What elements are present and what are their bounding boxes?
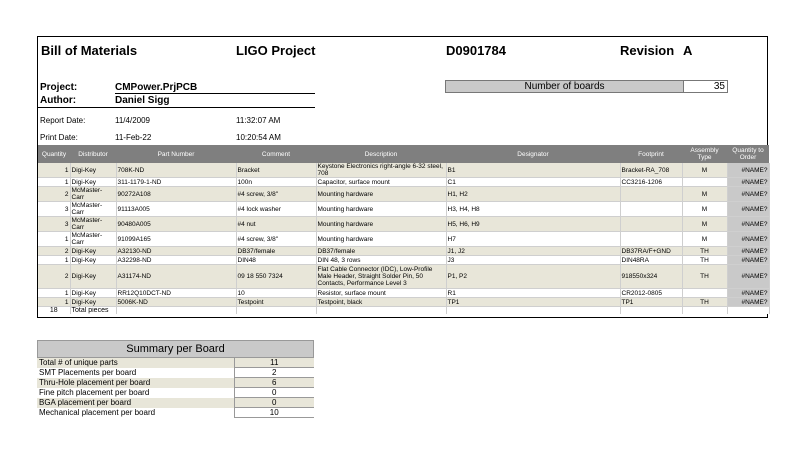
cell-assembly-type: M xyxy=(682,163,727,178)
cell-designator: TP1 xyxy=(446,298,620,307)
cell-footprint: DB37RA/F+GND xyxy=(620,247,682,256)
bom-row xyxy=(38,232,769,247)
cell-comment: 100n xyxy=(236,178,316,187)
revision-value: A xyxy=(683,43,693,58)
cell-quantity-to-order: #NAME? xyxy=(727,247,769,256)
cell-assembly-type: M xyxy=(682,202,727,217)
cell-quantity-to-order: #NAME? xyxy=(727,187,769,202)
cell-description: Mounting hardware xyxy=(316,187,446,202)
summary-label: Total # of unique parts xyxy=(37,358,234,368)
cell-part-number: A32298-ND xyxy=(116,256,236,265)
summary-label: SMT Placements per board xyxy=(37,368,234,378)
summary-value: 6 xyxy=(234,378,314,388)
cell-designator: J3 xyxy=(446,256,620,265)
cell-part-number: 90480A005 xyxy=(116,217,236,232)
bom-row xyxy=(38,298,769,307)
document-title: Bill of Materials xyxy=(41,43,138,58)
cell-comment: Bracket xyxy=(236,163,316,178)
number-of-boards-label: Number of boards xyxy=(446,81,684,92)
cell-distributor: McMaster-Carr xyxy=(70,217,116,232)
cell-part-number: A32130-ND xyxy=(116,247,236,256)
summary-row xyxy=(37,398,314,408)
project-value: CMPower.PrjPCB xyxy=(115,82,198,93)
summary-value: 0 xyxy=(234,398,314,408)
cell-designator: R1 xyxy=(446,289,620,298)
cell-assembly-type: M xyxy=(682,232,727,247)
cell-assembly-type: M xyxy=(682,217,727,232)
bom-row xyxy=(38,247,769,256)
cell-distributor: Digi-Key xyxy=(70,298,116,307)
total-quantity: 18 xyxy=(38,307,70,315)
cell-quantity-to-order: #NAME? xyxy=(727,178,769,187)
project-name: LIGO Project xyxy=(236,43,316,58)
col-part-number: Part Number xyxy=(116,145,236,163)
print-date: 11-Feb-22 xyxy=(115,133,152,142)
cell-assembly-type: TH xyxy=(682,298,727,307)
cell-assembly-type: M xyxy=(682,187,727,202)
cell-description: Testpoint, black xyxy=(316,298,446,307)
cell-footprint: CC3216-1206 xyxy=(620,178,682,187)
cell-distributor: Digi-Key xyxy=(70,265,116,289)
project-label: Project: xyxy=(40,82,78,93)
cell-quantity: 3 xyxy=(38,217,70,232)
bom-row xyxy=(38,163,769,178)
cell-quantity: 2 xyxy=(38,247,70,256)
cell-quantity-to-order: #NAME? xyxy=(727,289,769,298)
cell-description: Resistor, surface mount xyxy=(316,289,446,298)
author-label: Author: xyxy=(40,95,77,106)
number-of-boards-value: 35 xyxy=(713,81,725,92)
cell-description: Capacitor, surface mount xyxy=(316,178,446,187)
doc-number: D0901784 xyxy=(446,43,506,58)
cell-quantity: 1 xyxy=(38,163,70,178)
cell-distributor: McMaster-Carr xyxy=(70,202,116,217)
cell-distributor: Digi-Key xyxy=(70,163,116,178)
cell-quantity-to-order: #NAME? xyxy=(727,232,769,247)
revision-label: Revision xyxy=(620,43,675,58)
summary-label: Thru-Hole placement per board xyxy=(37,378,234,388)
cell-description: Flat Cable Connector (IDC), Low-Profile Male Header, Straight Solder Pin, 50 Contacts, Performance Level 3 xyxy=(316,265,446,289)
cell-distributor: Digi-Key xyxy=(70,178,116,187)
report-date: 11/4/2009 xyxy=(115,116,150,125)
summary-value: 10 xyxy=(234,408,314,418)
cell-quantity: 1 xyxy=(38,298,70,307)
cell-designator: B1 xyxy=(446,163,620,178)
cell-comment: #4 screw, 3/8" xyxy=(236,232,316,247)
cell-designator: H1, H2 xyxy=(446,187,620,202)
cell-footprint: 918550x324 xyxy=(620,265,682,289)
col-quantity-to-order: Quantity to Order xyxy=(727,145,769,163)
cell-part-number: A31174-ND xyxy=(116,265,236,289)
cell-designator: H5, H6, H9 xyxy=(446,217,620,232)
cell-part-number: 90272A108 xyxy=(116,187,236,202)
summary-label: Mechanical placement per board xyxy=(37,408,234,418)
cell-quantity: 2 xyxy=(38,187,70,202)
cell-designator: P1, P2 xyxy=(446,265,620,289)
report-time: 11:32:07 AM xyxy=(236,116,281,125)
cell-part-number: RR12Q10DCT-ND xyxy=(116,289,236,298)
bom-row xyxy=(38,202,769,217)
cell-part-number: 91113A005 xyxy=(116,202,236,217)
summary-label: BGA placement per board xyxy=(37,398,234,408)
cell-designator: H3, H4, H8 xyxy=(446,202,620,217)
cell-footprint: DIN48RA xyxy=(620,256,682,265)
summary-row xyxy=(37,408,314,418)
cell-quantity-to-order: #NAME? xyxy=(727,217,769,232)
col-designator: Designator xyxy=(446,145,620,163)
cell-distributor: McMaster-Carr xyxy=(70,232,116,247)
cell-comment: #4 nut xyxy=(236,217,316,232)
bom-table xyxy=(38,145,770,314)
summary-value: 2 xyxy=(234,368,314,378)
cell-quantity: 2 xyxy=(38,265,70,289)
cell-description: Keystone Electronics right-angle 6-32 steel, 708 xyxy=(316,163,446,178)
report-date-label: Report Date: xyxy=(40,116,86,125)
bom-row xyxy=(38,217,769,232)
cell-comment: #4 lock washer xyxy=(236,202,316,217)
bom-row xyxy=(38,178,769,187)
cell-quantity-to-order: #NAME? xyxy=(727,256,769,265)
cell-comment: Testpoint xyxy=(236,298,316,307)
col-comment: Comment xyxy=(236,145,316,163)
cell-description: Mounting hardware xyxy=(316,202,446,217)
cell-distributor: Digi-Key xyxy=(70,289,116,298)
cell-footprint: Bracket-RA_708 xyxy=(620,163,682,178)
cell-description: Mounting hardware xyxy=(316,232,446,247)
cell-footprint: TP1 xyxy=(620,298,682,307)
cell-footprint xyxy=(620,217,682,232)
cell-quantity-to-order: #NAME? xyxy=(727,163,769,178)
cell-description: DB37/female xyxy=(316,247,446,256)
summary-table xyxy=(37,358,314,418)
cell-part-number: 311-1179-1-ND xyxy=(116,178,236,187)
cell-distributor: McMaster-Carr xyxy=(70,187,116,202)
cell-footprint xyxy=(620,187,682,202)
summary-row xyxy=(37,378,314,388)
summary-value: 11 xyxy=(234,358,314,368)
cell-designator: H7 xyxy=(446,232,620,247)
cell-quantity: 3 xyxy=(38,202,70,217)
summary-title: Summary per Board xyxy=(37,340,314,358)
cell-assembly-type: TH xyxy=(682,265,727,289)
bom-row xyxy=(38,187,769,202)
summary-row xyxy=(37,368,314,378)
cell-description: DIN 48, 3 rows xyxy=(316,256,446,265)
cell-distributor: Digi-Key xyxy=(70,247,116,256)
cell-assembly-type: TH xyxy=(682,247,727,256)
summary-value: 0 xyxy=(234,388,314,398)
print-date-label: Print Date: xyxy=(40,133,78,142)
cell-quantity: 1 xyxy=(38,232,70,247)
col-distributor: Distributor xyxy=(70,145,116,163)
summary-row xyxy=(37,388,314,398)
cell-assembly-type xyxy=(682,178,727,187)
bom-row xyxy=(38,256,769,265)
cell-quantity-to-order: #NAME? xyxy=(727,202,769,217)
number-of-boards-box xyxy=(445,80,728,93)
cell-quantity: 1 xyxy=(38,256,70,265)
cell-assembly-type xyxy=(682,289,727,298)
cell-part-number: 5006K-ND xyxy=(116,298,236,307)
bom-row xyxy=(38,289,769,298)
cell-comment: DB37/female xyxy=(236,247,316,256)
project-underline xyxy=(115,93,315,94)
cell-part-number: 708K-ND xyxy=(116,163,236,178)
cell-quantity: 1 xyxy=(38,178,70,187)
cell-footprint xyxy=(620,202,682,217)
cell-assembly-type: TH xyxy=(682,256,727,265)
author-underline xyxy=(38,107,315,108)
cell-designator: C1 xyxy=(446,178,620,187)
bom-sheet xyxy=(37,36,768,318)
cell-description: Mounting hardware xyxy=(316,217,446,232)
cell-distributor: Digi-Key xyxy=(70,256,116,265)
cell-comment: #4 screw, 3/8" xyxy=(236,187,316,202)
col-footprint: Footprint xyxy=(620,145,682,163)
col-quantity: Quantity xyxy=(38,145,70,163)
cell-quantity: 1 xyxy=(38,289,70,298)
author-value: Daniel Sigg xyxy=(115,95,170,106)
col-assembly-type: Assembly Type xyxy=(682,145,727,163)
cell-footprint: CR2012-0805 xyxy=(620,289,682,298)
summary-label: Fine pitch placement per board xyxy=(37,388,234,398)
cell-comment: 10 xyxy=(236,289,316,298)
cell-quantity-to-order: #NAME? xyxy=(727,265,769,289)
total-label: Total pieces xyxy=(70,307,116,315)
print-time: 10:20:54 AM xyxy=(236,133,281,142)
cell-comment: DIN48 xyxy=(236,256,316,265)
bom-row xyxy=(38,265,769,289)
summary-panel xyxy=(37,340,314,418)
col-description: Description xyxy=(316,145,446,163)
cell-footprint xyxy=(620,232,682,247)
cell-comment: 09 18 550 7324 xyxy=(236,265,316,289)
cell-designator: J1, J2 xyxy=(446,247,620,256)
bom-header-row xyxy=(38,145,769,163)
total-row xyxy=(38,307,769,315)
summary-row xyxy=(37,358,314,368)
cell-part-number: 91099A165 xyxy=(116,232,236,247)
cell-quantity-to-order: #NAME? xyxy=(727,298,769,307)
